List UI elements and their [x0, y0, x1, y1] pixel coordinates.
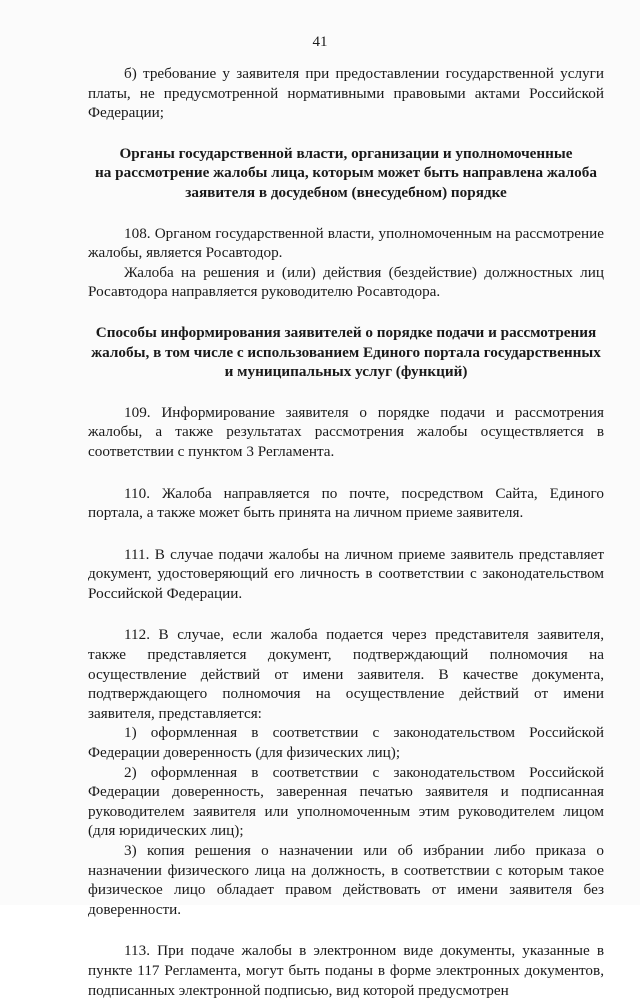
heading-line: заявителя в досудебном (внесудебном) порядке	[185, 183, 507, 201]
paragraph-b: б) требование у заявителя при предоставлении государственной услуги платы, не предусмотренной нормативными правовыми актами Российской Федерации;	[88, 65, 604, 122]
paragraph-112: 112. В случае, если жалоба подается через представителя заявителя, также представляется документ, подтверждающий полномочия на осуществление действий от имени заявителя. В качестве документа, подтверждающего полномочия на осуществление действий от имени заявителя, представляется:	[88, 626, 604, 722]
heading-line: и муниципальных услуг (функций)	[224, 363, 468, 381]
paragraph-112-item-2: 2) оформленная в соответствии с законодательством Российской Федерации доверенность, заверенная печатью заявителя и подписанная руководителем заявителя или уполномоченным этим руководителем лицом (для юридических лиц);	[88, 763, 604, 840]
paragraph-108-complaint: Жалоба на решения и (или) действия (бездействие) должностных лиц Росавтодора направляется руководителю Росавтодора.	[88, 263, 604, 301]
heading-line: на рассмотрение жалобы лица, которым может быть направлена жалоба	[95, 164, 597, 182]
section-heading-authorities	[88, 144, 604, 203]
heading-line: Органы государственной власти, организации и уполномоченные	[119, 144, 573, 162]
page-number: 41	[312, 34, 328, 50]
paragraph-110: 110. Жалоба направляется по почте, посредством Сайта, Единого портала, а также может быть принята на личном приеме заявителя.	[88, 484, 604, 522]
document-body	[88, 64, 604, 1000]
paragraph-108: 108. Органом государственной власти, уполномоченным на рассмотрение жалобы, является Росавтодор.	[88, 224, 604, 262]
heading-line: Способы информирования заявителей о порядке подачи и рассмотрения	[95, 323, 597, 341]
paragraph-112-item-1: 1) оформленная в соответствии с законодательством Российской Федерации доверенность (для физических лиц);	[88, 724, 604, 762]
paragraph-111: 111. В случае подачи жалобы на личном приеме заявитель представляет документ, удостоверяющий его личность в соответствии с законодательством Российской Федерации.	[88, 545, 604, 602]
heading-line: жалобы, в том числе с использованием Единого портала государственных	[91, 343, 601, 361]
section-heading-informing	[88, 323, 604, 382]
paragraph-112-item-3: 3) копия решения о назначении или об избрании либо приказа о назначении физического лица на должность, в соответствии с которым такое физическое лицо обладает правом действовать от имени заявителя без доверенности.	[88, 842, 604, 918]
paragraph-113: 113. При подаче жалобы в электронном виде документы, указанные в пункте 117 Регламента, могут быть поданы в форме электронных документов, подписанных электронной подписью, вид которой предусмотрен	[88, 942, 604, 999]
paragraph-109: 109. Информирование заявителя о порядке подачи и рассмотрения жалобы, а также результатах рассмотрения жалобы осуществляется в соответствии с пунктом 3 Регламента.	[88, 403, 604, 460]
